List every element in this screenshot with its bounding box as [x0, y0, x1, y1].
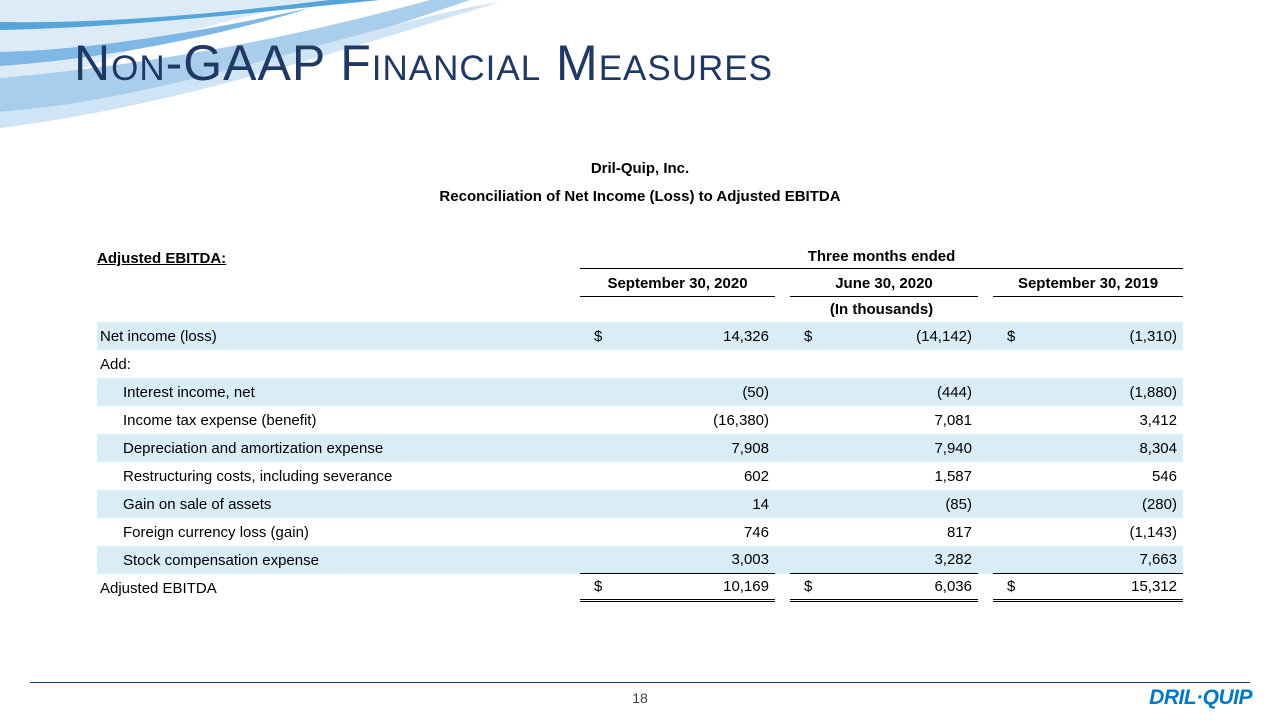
- row-value-sep-30-2019: $ (1,310): [1007, 327, 1177, 345]
- row-value-jun-30-2020: (85): [945, 495, 972, 513]
- dollar-sign: $: [594, 327, 603, 345]
- dollar-sign: $: [804, 578, 813, 595]
- row-label: Foreign currency loss (gain): [123, 523, 309, 541]
- table-header-row-period: [97, 245, 1183, 269]
- page-number: 18: [632, 690, 648, 706]
- table-row: [97, 350, 1183, 378]
- row-label: Gain on sale of assets: [123, 495, 272, 513]
- table-row: [97, 546, 1183, 574]
- units-note: (In thousands): [829, 301, 934, 318]
- table-header-row-columns: [97, 269, 1183, 297]
- row-value-jun-30-2020: 7,081: [934, 411, 972, 429]
- row-value-sep-30-2019: 546: [1151, 467, 1177, 485]
- row-value-sep-30-2019: (1,143): [1129, 523, 1177, 541]
- row-value-jun-30-2020: 1,587: [934, 467, 972, 485]
- table-subtitle: Reconciliation of Net Income (Loss) to Adjusted EBITDA: [439, 188, 841, 205]
- row-value-sep-30-2019: $ 15,312: [993, 574, 1183, 602]
- row-value-sep-30-2020: $ 10,169: [580, 574, 775, 602]
- row-value-sep-30-2020: 3,003: [580, 546, 775, 574]
- row-label: Income tax expense (benefit): [123, 411, 317, 429]
- row-value-sep-30-2020: 14: [752, 495, 769, 513]
- row-value-sep-30-2020: [580, 350, 775, 378]
- row-label: Restructuring costs, including severance: [123, 467, 393, 485]
- dollar-sign: $: [1007, 578, 1016, 595]
- section-label: Adjusted EBITDA:: [97, 250, 227, 267]
- slide-title: Non-GAAP Financial Measures: [74, 35, 773, 91]
- table-row: [97, 490, 1183, 518]
- table-row: [97, 518, 1183, 546]
- period-header: Three months ended: [580, 248, 1183, 269]
- row-label: Adjusted EBITDA: [100, 579, 217, 597]
- row-value-jun-30-2020: $ 6,036: [790, 574, 978, 602]
- table-row: [97, 462, 1183, 490]
- row-value-jun-30-2020: 817: [946, 523, 972, 541]
- row-label: Add:: [100, 355, 131, 373]
- table-row: [97, 434, 1183, 462]
- row-value-sep-30-2019: 7,663: [993, 546, 1183, 574]
- row-value-sep-30-2020: (16,380): [713, 411, 769, 429]
- header-spacer: [97, 269, 580, 297]
- row-value-sep-30-2020: 7,908: [731, 439, 769, 457]
- row-value-sep-30-2019: (280): [1141, 495, 1177, 513]
- row-value-jun-30-2020: $ (14,142): [804, 327, 972, 345]
- table-row: [97, 406, 1183, 434]
- row-value-jun-30-2020: 3,282: [790, 546, 978, 574]
- row-value-sep-30-2020: $ 14,326: [594, 327, 769, 345]
- row-value-sep-30-2019: 3,412: [1139, 411, 1177, 429]
- row-value-sep-30-2020: 602: [743, 467, 769, 485]
- table-row: [97, 322, 1183, 350]
- column-header-sep-30-2020: September 30, 2020: [580, 269, 775, 297]
- row-value-sep-30-2019: (1,880): [1129, 383, 1177, 401]
- row-label: Depreciation and amortization expense: [123, 439, 384, 457]
- row-value-sep-30-2019: 8,304: [1139, 439, 1177, 457]
- table-header-row-units: [97, 297, 1183, 322]
- row-value-jun-30-2020: 7,940: [934, 439, 972, 457]
- row-label: Stock compensation expense: [123, 551, 319, 569]
- row-value-sep-30-2020: (50): [742, 383, 769, 401]
- dollar-sign: $: [804, 327, 813, 345]
- reconciliation-table: [97, 160, 1183, 602]
- dollar-sign: $: [594, 578, 603, 595]
- row-value-sep-30-2019: [993, 350, 1183, 378]
- row-label: Interest income, net: [123, 383, 255, 401]
- dollar-sign: $: [1007, 327, 1016, 345]
- column-header-jun-30-2020: June 30, 2020: [790, 269, 978, 297]
- row-label: Net income (loss): [100, 327, 217, 345]
- company-logo: DRIL·QUIP: [1149, 686, 1252, 709]
- table-row: [97, 378, 1183, 406]
- column-header-sep-30-2019: September 30, 2019: [993, 269, 1183, 297]
- table-company: Dril-Quip, Inc.: [590, 160, 690, 177]
- table-row: [97, 574, 1183, 602]
- row-value-jun-30-2020: [790, 350, 978, 378]
- table-body: [97, 322, 1183, 602]
- footer-divider: [30, 682, 1250, 683]
- row-value-jun-30-2020: (444): [936, 383, 972, 401]
- row-value-sep-30-2020: 746: [743, 523, 769, 541]
